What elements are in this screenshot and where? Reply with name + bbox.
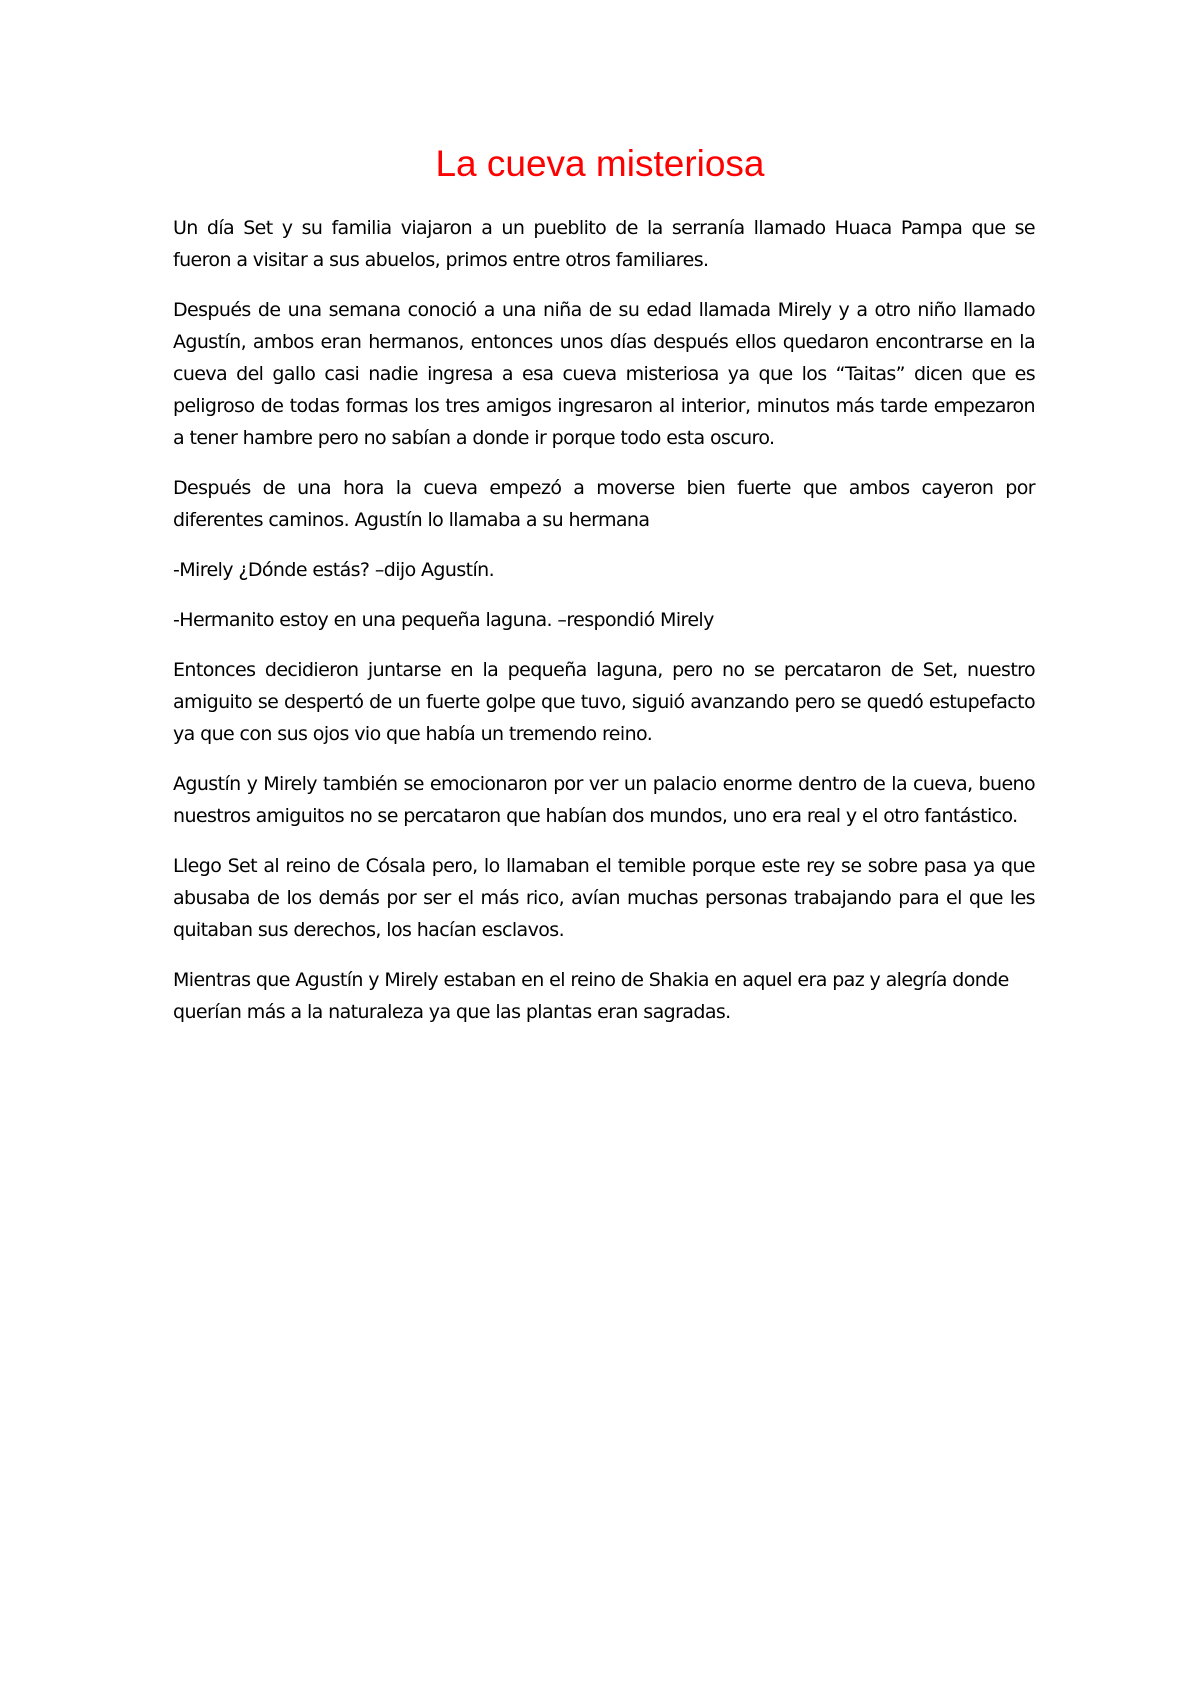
- paragraph-shakia: Mientras que Agustín y Mirely estaban en el reino de Shakia en aquel era paz y alegría donde querían más a la naturaleza ya que las plantas eran sagradas.: [173, 969, 1009, 1023]
- paragraph-meeting: Después de una semana conoció a una niña de su edad llamada Mirely y a otro niño llamado Agustín, ambos eran hermanos, entonces unos días después ellos quedaron encontrarse en la cueva del gallo casi nadie ingresa a esa cueva misteriosa ya que los “Taitas” dicen que es peligroso de todas formas los tres amigos ingresaron al interior, minutos más tarde empezaron a tener hambre pero no sabían a donde ir porque todo esta oscuro.: [173, 299, 1035, 449]
- paragraph-palace: Agustín y Mirely también se emocionaron por ver un palacio enorme dentro de la cueva, bueno nuestros amiguitos no se percataron que habían dos mundos, uno era real y el otro fantástico.: [173, 773, 1035, 827]
- document-title: La cueva misteriosa: [435, 143, 765, 184]
- document-body: [173, 212, 1035, 1046]
- paragraph-arrival: Un día Set y su familia viajaron a un pueblito de la serranía llamado Huaca Pampa que se fueron a visitar a sus abuelos, primos entre otros familiares.: [173, 217, 1035, 271]
- dialogue-agustin: -Mirely ¿Dónde estás? –dijo Agustín.: [173, 559, 495, 581]
- paragraph-cosala: Llego Set al reino de Cósala pero, lo llamaban el temible porque este rey se sobre pasa ya que abusaba de los demás por ser el más rico, avían muchas personas trabajando para el que les quitaban sus derechos, los hacían esclavos.: [173, 855, 1035, 941]
- paragraph-reunion: Entonces decidieron juntarse en la pequeña laguna, pero no se percataron de Set, nuestro amiguito se despertó de un fuerte golpe que tuvo, siguió avanzando pero se quedó estupefacto ya que con sus ojos vio que había un tremendo reino.: [173, 659, 1035, 745]
- paragraph-earthquake: Después de una hora la cueva empezó a moverse bien fuerte que ambos cayeron por diferentes caminos. Agustín lo llamaba a su hermana: [173, 477, 1035, 531]
- dialogue-mirely: -Hermanito estoy en una pequeña laguna. –respondió Mirely: [173, 609, 714, 631]
